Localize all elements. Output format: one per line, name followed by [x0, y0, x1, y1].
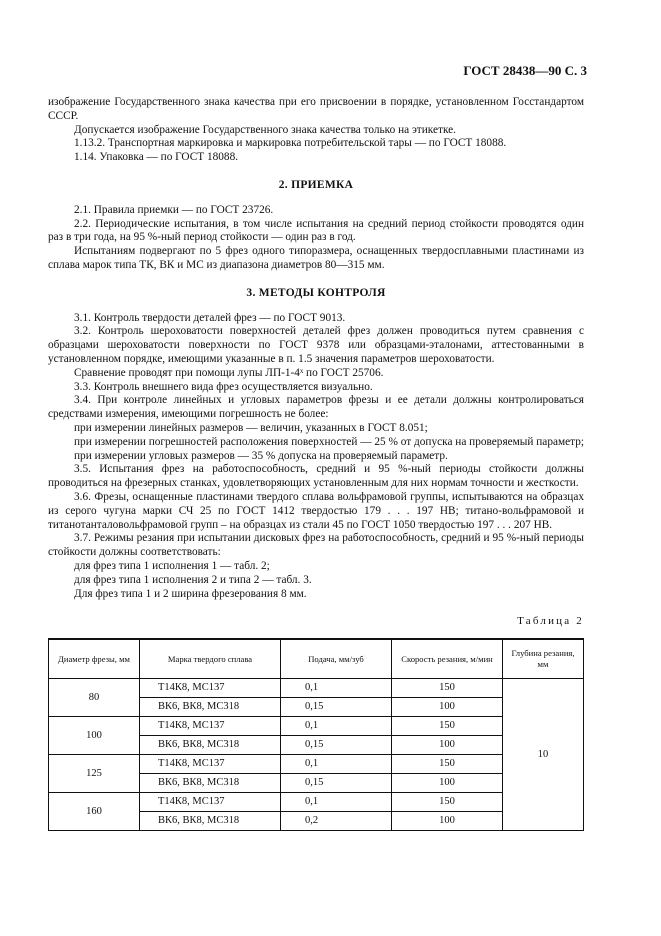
speed-cell: 100 [392, 774, 503, 793]
alloy-cell: ВК6, ВК8, МС318 [140, 736, 281, 755]
alloy-cell: ВК6, ВК8, МС318 [140, 698, 281, 717]
cutting-modes-table [48, 638, 584, 831]
speed-cell: 150 [392, 793, 503, 812]
section-3-paragraph: 3.6. Фрезы, оснащенные пластинами твердого сплава вольфрамовой группы, испытываются на образцах из серого чугуна марки СЧ 25 по ГОСТ 1412 твердостью 179 . . . 197 HB; титано-вольфрамовой и титанотанталовольфрамовой групп – на образцах из стали 45 по ГОСТ 1050 твердостью 197 . . . 207 HB. [48, 490, 584, 531]
table-caption: Таблица 2 [517, 615, 584, 628]
speed-cell: 150 [392, 679, 503, 698]
alloy-cell: Т14К8, МС137 [140, 793, 281, 812]
alloy-cell: ВК6, ВК8, МС318 [140, 774, 281, 793]
feed-cell: 0,1 [281, 679, 392, 698]
alloy-cell: Т14К8, МС137 [140, 679, 281, 698]
feed-cell: 0,15 [281, 774, 392, 793]
section-3-paragraph: при измерении линейных размеров — величин, указанных в ГОСТ 8.051; [74, 421, 428, 434]
feed-cell: 0,2 [281, 812, 392, 831]
section-3-paragraphs [48, 312, 584, 602]
section-3-paragraph: 3.4. При контроле линейных и угловых параметров фрезы и ее детали должны контролироваться средствами измерения, имеющими погрешность не более: [48, 394, 584, 421]
section-3-paragraph: при измерении погрешностей расположения поверхностей — 25 % от допуска на проверяемый параметр; [74, 435, 585, 448]
diameter-cell: 100 [49, 717, 140, 755]
section-3-paragraph: 3.2. Контроль шероховатости поверхностей деталей фрез должен проводиться путем сравнения с образцами шероховатости поверхности по ГОСТ 9378 или образцами-эталонами, аттестованными в установленном порядке, имеющими указанные в п. 1.5 значения параметров шероховатости. [48, 325, 584, 365]
section-3-paragraph: при измерении угловых размеров — 35 % допуска на проверяемый параметр. [74, 449, 448, 462]
depth-cell: 10 [503, 679, 584, 831]
feed-cell: 0,1 [281, 717, 392, 736]
document-body [48, 96, 584, 831]
col-header-alloy: Марка твердого сплава [140, 639, 281, 679]
alloy-cell: ВК6, ВК8, МС318 [140, 812, 281, 831]
section-3-paragraph: 3.7. Режимы резания при испытании дисковых фрез на работоспособность, средний и 95 %-ный периоды стойкости должны соответствовать: [48, 532, 584, 559]
section-3-paragraph: Сравнение проводят при помощи лупы ЛП-1-4ˣ по ГОСТ 25706. [74, 366, 384, 379]
speed-cell: 150 [392, 717, 503, 736]
section-3-title: 3. МЕТОДЫ КОНТРОЛЯ [246, 286, 386, 299]
speed-cell: 100 [392, 736, 503, 755]
intro-paragraph: изображение Государственного знака качества при его присвоении в порядке, установленном Госстандартом СССР. [48, 96, 584, 122]
col-header-diameter: Диаметр фрезы, мм [49, 639, 140, 679]
diameter-cell: 160 [49, 793, 140, 831]
speed-cell: 150 [392, 755, 503, 774]
feed-cell: 0,15 [281, 736, 392, 755]
intro-paragraph: 1.13.2. Транспортная маркировка и маркировка потребительской тары — по ГОСТ 18088. [74, 137, 507, 150]
col-header-speed: Скорость резания, м/мин [392, 639, 503, 679]
speed-cell: 100 [392, 698, 503, 717]
intro-paragraph: 1.14. Упаковка — по ГОСТ 18088. [74, 151, 239, 164]
alloy-cell: Т14К8, МС137 [140, 755, 281, 774]
section-2-paragraph: 2.1. Правила приемки — по ГОСТ 23726. [74, 203, 274, 216]
feed-cell: 0,1 [281, 793, 392, 812]
section-3-paragraph: для фрез типа 1 исполнения 1 — табл. 2; [74, 559, 270, 572]
section-2-paragraph: Испытаниям подвергают по 5 фрез одного типоразмера, оснащенных твердосплавными пластинами из сплава марок типа ТК, ВК и МС из диапазона диаметров 80—315 мм. [48, 245, 584, 271]
section-2-title: 2. ПРИЕМКА [278, 178, 354, 191]
page-header: ГОСТ 28438—90 С. 3 [463, 63, 587, 78]
section-3-paragraph: 3.1. Контроль твердости деталей фрез — по ГОСТ 9013. [74, 311, 346, 324]
diameter-cell: 80 [49, 679, 140, 717]
section-3-paragraph: 3.3. Контроль внешнего вида фрез осуществляется визуально. [74, 380, 373, 393]
speed-cell: 100 [392, 812, 503, 831]
section-3-paragraph: для фрез типа 1 исполнения 2 и типа 2 — табл. 3. [74, 573, 312, 586]
table-row [49, 679, 584, 698]
section-3-paragraph: Для фрез типа 1 и 2 ширина фрезерования 8 мм. [74, 587, 307, 600]
intro-paragraph: Допускается изображение Государственного знака качества только на этикетке. [74, 123, 456, 136]
diameter-cell: 125 [49, 755, 140, 793]
section-2-paragraph: 2.2. Периодические испытания, в том числе испытания на средний период стойкости проводятся один раз в три года, на 95 %-ный период стойкости — один раз в год. [48, 217, 584, 244]
col-header-depth: Глубина резания, мм [503, 639, 584, 679]
section-3-paragraph: 3.5. Испытания фрез на работоспособность, средний и 95 %-ный периоды стойкости должны проводиться на фрезерных станках, удовлетворяющих установленным для них нормам точности и жесткости. [48, 463, 584, 490]
col-header-feed: Подача, мм/зуб [281, 639, 392, 679]
feed-cell: 0,15 [281, 698, 392, 717]
alloy-cell: Т14К8, МС137 [140, 717, 281, 736]
feed-cell: 0,1 [281, 755, 392, 774]
